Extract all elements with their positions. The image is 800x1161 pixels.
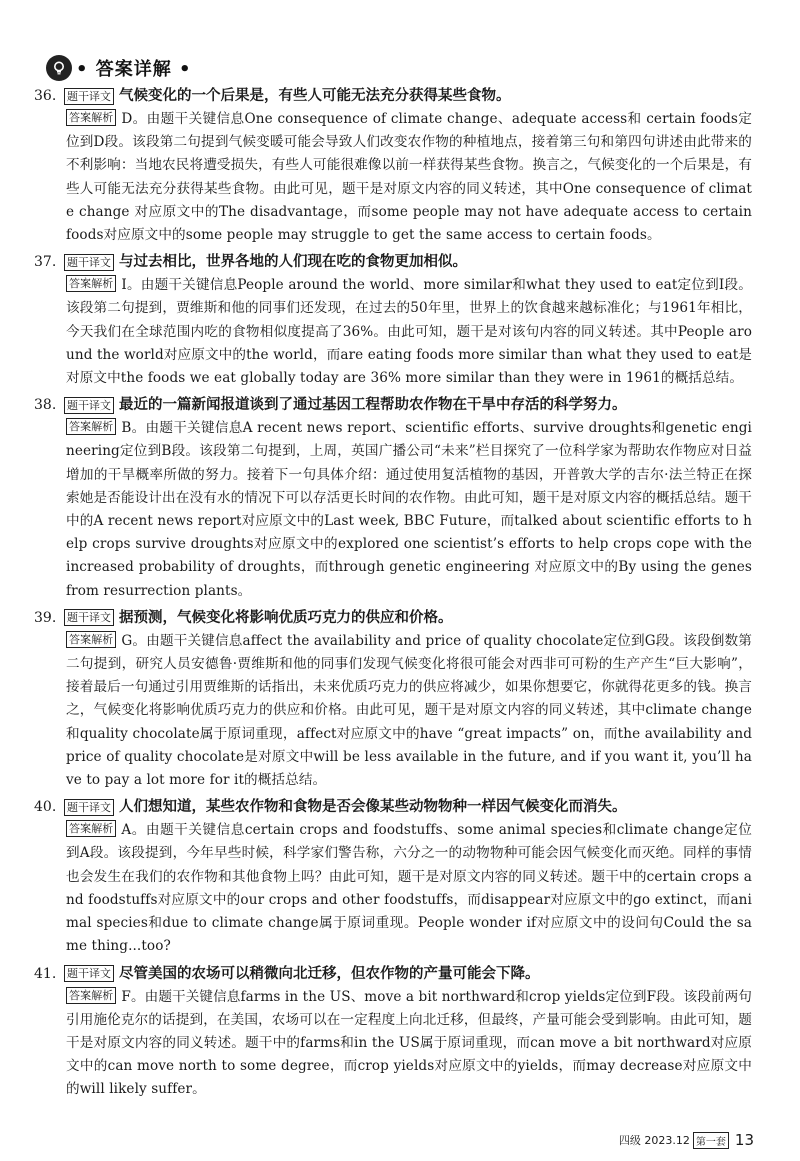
- section-title: • 答案详解 •: [76, 59, 192, 80]
- question-heading: [34, 393, 720, 417]
- question-list: [34, 84, 752, 1105]
- question-block: [34, 606, 752, 792]
- translation-tag: 题干译文: [64, 88, 114, 105]
- answer-analysis: [66, 108, 752, 247]
- question-heading: [34, 606, 720, 630]
- analysis-tag: 答案解析: [66, 275, 116, 292]
- question-translation: 据预测，气候变化将影响优质巧克力的供应和价格。: [119, 608, 453, 626]
- answer-text: B。由题干关键信息A recent news report、scientific efforts、survive droughts和genetic engineering定位到B段。该段第二句提到，上周，英国广播公司“未来”栏目探究了一位科学家为帮助农作物应对日益增加的干旱概率所做的努力。接着下一句具体介绍：通过使用复活植物的基因，开普敦大学的吉尔·法兰特正在探索她是否能设计出在没有水的情况下可以存活更长时间的农作物。由此可知，题干是对原文内容的概括总结。题干中的A recent news report对应原文中的Last week, BBC Future，而talked about scientific efforts to help crops survive droughts对应原文中的explored one scientist’s efforts to help crops cope with the increased probability of droughts，而through genetic engineering 对应原文中的By using the genes from resurrection plants。: [66, 420, 752, 599]
- translation-tag: 题干译文: [64, 799, 114, 816]
- answer-analysis: [66, 274, 752, 390]
- analysis-tag: 答案解析: [66, 631, 116, 648]
- lightbulb-icon: [46, 55, 72, 81]
- page-number: 13: [734, 1131, 754, 1149]
- answer-text: D。由题干关键信息One consequence of climate change、adequate access和 certain foods定位到D段。该段第二句提到气候变暖可能会导致人们改变农作物的种植地点，接着第三句和第四句讲述由此带来的不利影响：当地农民将遭受损失，有些人可能很难像以前一样获得某些食物。换言之，气候变化的一个后果是，有些人可能无法充分获得某些食物。由此可见，题干是对原文内容的同义转述，其中One consequence of climate change 对应原文中的The disadvantage，而some people may not have adequate access to certain foods对应原文中的some people may struggle to get the same access to certain foods。: [66, 111, 752, 244]
- analysis-tag: 答案解析: [66, 418, 116, 435]
- question-number: 40.: [34, 799, 57, 816]
- analysis-tag: 答案解析: [66, 820, 116, 837]
- question-translation: 气候变化的一个后果是，有些人可能无法充分获得某些食物。: [119, 87, 511, 104]
- question-heading: [34, 795, 720, 819]
- question-translation: 人们想知道，某些农作物和食物是否会像某些动物物种一样因气候变化而消失。: [119, 798, 627, 816]
- question-translation: 与过去相比，世界各地的人们现在吃的食物更加相似。: [119, 253, 467, 271]
- translation-tag: 题干译文: [64, 397, 114, 414]
- answer-analysis: [66, 630, 752, 792]
- translation-tag: 题干译文: [64, 609, 114, 626]
- answer-analysis: [66, 986, 752, 1102]
- analysis-tag: 答案解析: [66, 109, 116, 126]
- answer-text: A。由题干关键信息certain crops and foodstuffs、some animal species和climate change定位到A段。该段提到，今年早些时候，科学家们警告称，六分之一的动物物种可能会因气候变化而灭绝。同样的事情也会发生在我们的农作物和其他食物上吗？由此可知，题干是对原文内容的同义转述。题干中的certain crops and foodstuffs对应原文中的our crops and other foodstuffs，而disappear对应原文中的go extinct，而animal species和due to climate change属于原词重现。People wonder if对应原文中的设问句Could the same thing...too?: [66, 822, 752, 955]
- answer-text: F。由题干关键信息farms in the US、move a bit northward和crop yields定位到F段。该段前两句引用施伦克尔的话提到，在美国，农场可以在一定程度上向北迁移，但最终，产量可能会受到影响。由此可知，题干是对原文内容的同义转述。题干中的farms和in the US属于原词重现，而can move a bit northward对应原文中的can move north to some degree，而crop yields对应原文中的yields，而may decrease对应原文中的will likely suffer。: [66, 988, 752, 1098]
- question-number: 39.: [34, 609, 57, 626]
- question-block: [34, 795, 752, 958]
- translation-tag: 题干译文: [64, 965, 114, 982]
- question-number: 38.: [34, 397, 57, 414]
- question-translation: 最近的一篇新闻报道谈到了通过基因工程帮助农作物在干旱中存活的科学努力。: [119, 396, 627, 414]
- footer-set-badge: 第一套: [693, 1132, 729, 1149]
- question-block: [34, 962, 752, 1102]
- translation-tag: 题干译文: [64, 254, 114, 271]
- answer-text: I。由题干关键信息People around the world、more similar和what they used to eat定位到I段。该段第二句提到，贾维斯和他的同事们还发现，在过去的50年里，世界上的饮食越来越标准化；与1961年相比，今天我们在全球范围内吃的食物相似度提高了36%。由此可知，题干是对该句内容的同义转述。其中People around the world对应原文中的the world，而are eating foods more similar than what they used to eat是对原文中the foods we eat globally today are 36% more similar than they were in 1961的概括总结。: [66, 277, 752, 387]
- page-footer: [619, 1131, 754, 1149]
- answer-analysis: [66, 417, 752, 603]
- question-number: 41.: [34, 965, 57, 982]
- question-block: [34, 393, 752, 603]
- answer-text: G。由题干关键信息affect the availability and price of quality chocolate定位到G段。该段倒数第二句提到，研究人员安德鲁·贾维斯和他的同事们发现气候变化将很可能会对西非可可粉的生产产生“巨大影响”，接着最后一句通过引用贾维斯的话指出，未来优质巧克力的供应将减少，如果你想要它，你就得花更多的钱。换言之，气候变化将影响优质巧克力的供应和价格。由此可见，题干是对原文内容的同义转述，其中climate change和quality chocolate属于原词重现，affect对应原文中的have “great impacts” on，而the availability and price of quality chocolate是对原文中will be less available in the future, and if you want it, you’ll have to pay a lot more for it的概括总结。: [66, 632, 752, 789]
- footer-label: 四级 2023.12: [618, 1134, 690, 1147]
- question-translation: 尽管美国的农场可以稍微向北迁移，但农作物的产量可能会下降。: [119, 964, 540, 982]
- answer-analysis: [66, 819, 752, 958]
- question-block: [34, 84, 752, 247]
- section-header: [46, 54, 346, 82]
- question-heading: [34, 84, 720, 108]
- question-heading: [34, 250, 720, 274]
- question-heading: [34, 962, 720, 986]
- question-number: 37.: [34, 254, 57, 271]
- analysis-tag: 答案解析: [66, 987, 116, 1004]
- question-number: 36.: [34, 88, 57, 104]
- question-block: [34, 250, 752, 390]
